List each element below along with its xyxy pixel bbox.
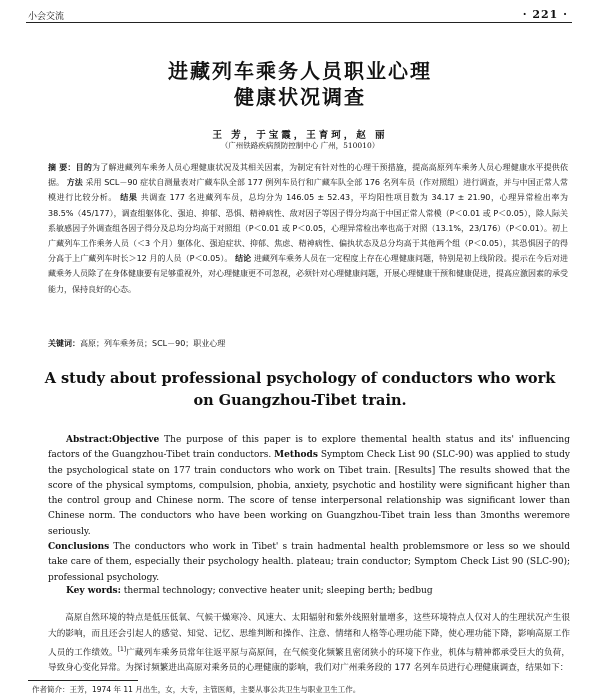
objective-text: 为了解进藏列车乘务人员心理健康状况及其相关因素，为制定有针对性的心理干预措施，提高高原列车乘务人员心理健康水平提供依据。 xyxy=(48,163,568,188)
en-conclusions-label: Conclusions xyxy=(48,542,110,553)
en-methods-label: Methods xyxy=(274,450,318,461)
author-footnote: 作者简介：王芳，1974 年 11 月出生，女，大专，主管医师，主要从事公共卫生与职业卫生工作。 xyxy=(32,685,361,694)
en-conclusions-text: The conductors who work in Tibet' s train hadmental health problemsmore or less so we should take care of them, especially their psychology health. plateau; train conductor; Symptom Check List 90 (SLC-90); professional psychology. xyxy=(48,542,570,583)
authors: 王 芳，于宝霞，王育珂，赵 丽 xyxy=(212,130,388,141)
english-title xyxy=(0,368,600,412)
running-header-section: 小会交流 xyxy=(28,12,65,22)
en-methods-text: Symptom Check List 90 (SLC-90) was applied to study the psychological state on 177 train conductors who work on Tibet train. xyxy=(48,450,570,476)
en-keywords-label: Key words: xyxy=(66,586,121,596)
method-text: 采用 SCL－90 症状自测量表对广藏车队全部 177 例列车员行和广藏车队全部 176 名列车员（作对照组）进行调查，并与中国正常人常模进行比较分析。 xyxy=(48,178,568,203)
method-label: 方法 xyxy=(66,178,83,188)
chinese-title-line-2: 健康状况调查 xyxy=(234,85,366,109)
english-abstract: Abstract:Objective The purpose of this paper is to explore themental health status and its' influencing factors of the Guangzhou-Tibet train conductors. Methods Symptom Check List 90 (SLC-90) was applied to study the psychological state on 177 train conductors who work on Tibet train. [Results] The results showed that the score of the physical symptoms, compulsion, phobia, anxiety, psychotic and hostility were significant higher than the control group and Chinese norm. The score of tense interpersonal relationship was significant lower than Chinese norm. The conductors who have been working on Guangzhou-Tibet train less than 3months weremore seriously. Conclusions The conductors who work in Tibet' s train hadmental health problemsmore or less so we should take care of them, especially their psychology health. plateau; train conductor; Symptom Check List 90 (SLC-90); professional psychology. xyxy=(48,435,570,583)
chinese-title-line-1: 进藏列车乘务人员职业心理 xyxy=(168,59,432,83)
header-rule xyxy=(26,22,572,23)
intro-text-1: 高原自然环境的特点是低压低氧、气候干燥寒冷、风速大、太阳辐射和紫外线照射量增多，这些环境特点人仅对人的生理状况产生很大的影响，而且还会引起人的感觉、知觉、记忆、思维判断和操作、注意、情绪和人格等心理功能下降，使心理功能下降，影响高原工作人员的工作绩效。 xyxy=(48,613,570,658)
objective-label: 目的 xyxy=(75,163,93,172)
affiliation: （广州铁路疾病预防控制中心 广州，510010） xyxy=(220,141,380,150)
chinese-keywords xyxy=(48,338,568,349)
keywords-label: 关键词： xyxy=(48,339,80,348)
english-title-line-1: A study about professional psychology of conductors who work xyxy=(44,370,556,387)
en-objective-label: Objective xyxy=(112,435,160,445)
introduction-paragraph xyxy=(48,611,570,677)
footnote-rule xyxy=(28,680,138,681)
english-title-line-2: on Guangzhou-Tibet train. xyxy=(193,392,407,409)
en-results-text: [Results] The results showed that the score of the physical symptoms, compulsion, phobia, anxiety, psychotic and hostility were significant higher than the control group and Chinese norm. The score of tense interpersonal relationship was significant lower than Chinese norm. The conductors who have been working on Guangzhou-Tibet train less than 3months weremore seriously. xyxy=(48,465,570,537)
intro-text-2: 广藏列车乘务员常年往返平原与高原间，在气候变化频繁且密闭狭小的环境下作业，机体与精神都承受巨大的负荷，导致身心变化异常。为探讨频繁进出高原对乘务员的心理健康的影响，我们对广州乘务段的 177 名列车员进行心理健康调查，结果如下： xyxy=(48,647,570,674)
conclusion-text: 进藏列车乘务人员在一定程度上存在心理健康问题，特别是初上线阶段。提示在今后对进藏乘务人员除了在身体健康要有足够重视外，对心理健康更不可忽视，必须针对心理健康问题，开展心理健康干预和健康促进，提高应激因素的承受能力，保持良好的心态。 xyxy=(48,254,569,294)
keywords-text: 高原；列车乘务员；SCL－90；职业心理 xyxy=(80,339,226,348)
en-abstract-label: Abstract xyxy=(66,435,109,445)
en-keywords-text: thermal technology; convective heater unit; sleeping berth; bedbug xyxy=(123,586,433,596)
page-number: · 221 · xyxy=(522,8,568,21)
citation-ref[interactable]: [1] xyxy=(117,646,127,653)
english-keywords xyxy=(48,586,570,596)
conclusion-label: 结论 xyxy=(235,254,252,264)
abstract-label: 摘 要： xyxy=(48,163,76,172)
chinese-abstract xyxy=(48,160,568,297)
en-objective-text: The purpose of this paper is to explore themental health status and its' influencing factors of the Guangzhou-Tibet train conductors. xyxy=(48,435,570,461)
result-text: 共调查 177 名进藏列车员，总均分为 146.05 ± 52.43，平均阳性项目数为 34.17 ± 21.90，心理异常检出率为 38.5%（45/177），调查组躯体化、强迫、抑郁、恐惧、精神病性、敌对因子等因子得分均高于中国正常人常模（P＜0.01 或 P＜0.05），除人际关系敏感因子外调查组各因子得分及总均分均高于对照组（P＜0.01 或 P＜0.05，心理异常检出率也高于对照（13.1%，23/176）（P＜0.01）。初上广藏列车工作乘务人员（＜3 个月）躯体化、强迫症状、抑郁、焦虑、精神病性、偏执状态及总分均高于其他两个组（P＜0.05），其恐惧因子的得分高于上广藏列车时长＞12 月的人员（P＜0.05）。 xyxy=(48,193,569,264)
result-label: 结果 xyxy=(120,193,138,203)
